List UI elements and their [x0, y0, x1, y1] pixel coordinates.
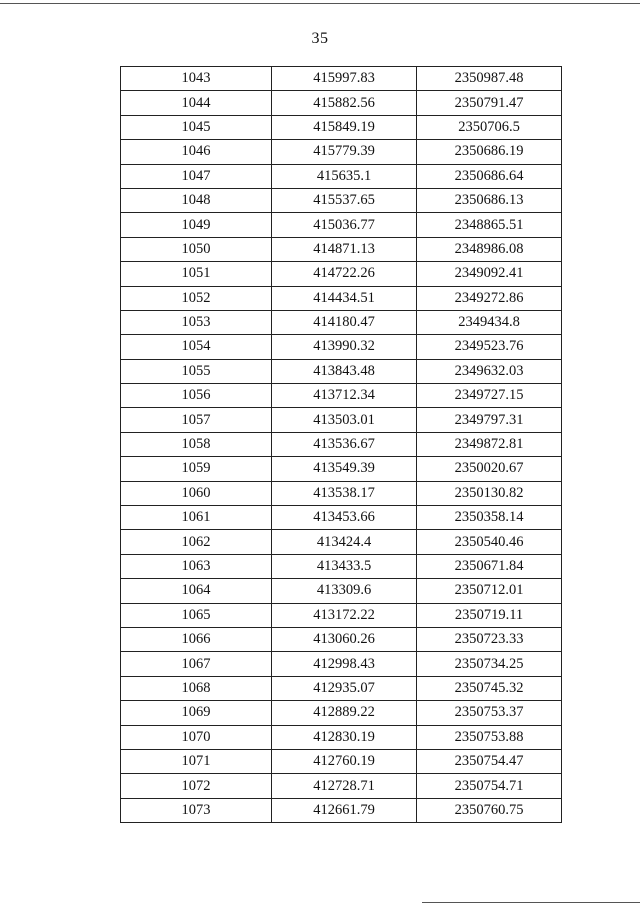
table-row — [121, 91, 562, 115]
y-coordinate-cell: 2349434.8 — [417, 310, 562, 334]
table-row — [121, 554, 562, 578]
point-number-cell: 1049 — [121, 213, 272, 237]
table-row — [121, 774, 562, 798]
table-row — [121, 262, 562, 286]
y-coordinate-cell: 2350754.71 — [417, 774, 562, 798]
y-coordinate-cell: 2350686.13 — [417, 188, 562, 212]
page-number: 35 — [311, 30, 329, 47]
y-coordinate-cell: 2350706.5 — [417, 115, 562, 139]
x-coordinate-cell: 415882.56 — [272, 91, 417, 115]
x-coordinate-cell: 415849.19 — [272, 115, 417, 139]
y-coordinate-cell: 2349727.15 — [417, 384, 562, 408]
table-row — [121, 408, 562, 432]
coordinates-table — [120, 66, 562, 823]
point-number-cell: 1056 — [121, 384, 272, 408]
y-coordinate-cell: 2350753.37 — [417, 701, 562, 725]
y-coordinate-cell: 2350686.19 — [417, 140, 562, 164]
table-row — [121, 237, 562, 261]
y-coordinate-cell: 2349092.41 — [417, 262, 562, 286]
y-coordinate-cell: 2349797.31 — [417, 408, 562, 432]
point-number-cell: 1072 — [121, 774, 272, 798]
x-coordinate-cell: 415036.77 — [272, 213, 417, 237]
table-row — [121, 603, 562, 627]
y-coordinate-cell: 2350760.75 — [417, 798, 562, 822]
x-coordinate-cell: 413712.34 — [272, 384, 417, 408]
point-number-cell: 1065 — [121, 603, 272, 627]
table-row — [121, 164, 562, 188]
point-number-cell: 1059 — [121, 457, 272, 481]
x-coordinate-cell: 413172.22 — [272, 603, 417, 627]
point-number-cell: 1071 — [121, 749, 272, 773]
x-coordinate-cell: 413549.39 — [272, 457, 417, 481]
x-coordinate-cell: 413843.48 — [272, 359, 417, 383]
y-coordinate-cell: 2350020.67 — [417, 457, 562, 481]
x-coordinate-cell: 412935.07 — [272, 676, 417, 700]
point-number-cell: 1073 — [121, 798, 272, 822]
y-coordinate-cell: 2350745.32 — [417, 676, 562, 700]
x-coordinate-cell: 413424.4 — [272, 530, 417, 554]
x-coordinate-cell: 413536.67 — [272, 432, 417, 456]
x-coordinate-cell: 413538.17 — [272, 481, 417, 505]
table-row — [121, 481, 562, 505]
y-coordinate-cell: 2350358.14 — [417, 506, 562, 530]
x-coordinate-cell: 412830.19 — [272, 725, 417, 749]
table-row — [121, 749, 562, 773]
y-coordinate-cell: 2350753.88 — [417, 725, 562, 749]
table-row — [121, 701, 562, 725]
point-number-cell: 1051 — [121, 262, 272, 286]
x-coordinate-cell: 412998.43 — [272, 652, 417, 676]
table-row — [121, 579, 562, 603]
point-number-cell: 1050 — [121, 237, 272, 261]
y-coordinate-cell: 2350671.84 — [417, 554, 562, 578]
x-coordinate-cell: 413453.66 — [272, 506, 417, 530]
table-row — [121, 457, 562, 481]
point-number-cell: 1062 — [121, 530, 272, 554]
x-coordinate-cell: 413503.01 — [272, 408, 417, 432]
point-number-cell: 1048 — [121, 188, 272, 212]
table-row — [121, 286, 562, 310]
table-row — [121, 506, 562, 530]
x-coordinate-cell: 412661.79 — [272, 798, 417, 822]
y-coordinate-cell: 2350754.47 — [417, 749, 562, 773]
point-number-cell: 1058 — [121, 432, 272, 456]
y-coordinate-cell: 2350723.33 — [417, 627, 562, 651]
point-number-cell: 1046 — [121, 140, 272, 164]
x-coordinate-cell: 412728.71 — [272, 774, 417, 798]
table-row — [121, 530, 562, 554]
y-coordinate-cell: 2349872.81 — [417, 432, 562, 456]
point-number-cell: 1044 — [121, 91, 272, 115]
table-row — [121, 188, 562, 212]
point-number-cell: 1055 — [121, 359, 272, 383]
x-coordinate-cell: 414871.13 — [272, 237, 417, 261]
table-row — [121, 676, 562, 700]
table-row — [121, 335, 562, 359]
x-coordinate-cell: 413060.26 — [272, 627, 417, 651]
table-row — [121, 725, 562, 749]
point-number-cell: 1043 — [121, 67, 272, 91]
y-coordinate-cell: 2349632.03 — [417, 359, 562, 383]
y-coordinate-cell: 2348986.08 — [417, 237, 562, 261]
point-number-cell: 1052 — [121, 286, 272, 310]
table-row — [121, 652, 562, 676]
table-row — [121, 627, 562, 651]
x-coordinate-cell: 412760.19 — [272, 749, 417, 773]
y-coordinate-cell: 2350719.11 — [417, 603, 562, 627]
table-row — [121, 310, 562, 334]
point-number-cell: 1060 — [121, 481, 272, 505]
point-number-cell: 1045 — [121, 115, 272, 139]
x-coordinate-cell: 414180.47 — [272, 310, 417, 334]
x-coordinate-cell: 413433.5 — [272, 554, 417, 578]
scan-edge-line-top — [0, 3, 640, 4]
point-number-cell: 1063 — [121, 554, 272, 578]
x-coordinate-cell: 414722.26 — [272, 262, 417, 286]
y-coordinate-cell: 2348865.51 — [417, 213, 562, 237]
x-coordinate-cell: 415997.83 — [272, 67, 417, 91]
point-number-cell: 1067 — [121, 652, 272, 676]
point-number-cell: 1053 — [121, 310, 272, 334]
y-coordinate-cell: 2350987.48 — [417, 67, 562, 91]
y-coordinate-cell: 2350540.46 — [417, 530, 562, 554]
x-coordinate-cell: 413309.6 — [272, 579, 417, 603]
x-coordinate-cell: 415635.1 — [272, 164, 417, 188]
x-coordinate-cell: 415779.39 — [272, 140, 417, 164]
point-number-cell: 1070 — [121, 725, 272, 749]
table-row — [121, 140, 562, 164]
point-number-cell: 1069 — [121, 701, 272, 725]
point-number-cell: 1054 — [121, 335, 272, 359]
y-coordinate-cell: 2350130.82 — [417, 481, 562, 505]
scan-edge-line-bottom — [422, 902, 640, 903]
y-coordinate-cell: 2350734.25 — [417, 652, 562, 676]
table-row — [121, 213, 562, 237]
table-row — [121, 115, 562, 139]
point-number-cell: 1066 — [121, 627, 272, 651]
point-number-cell: 1068 — [121, 676, 272, 700]
x-coordinate-cell: 412889.22 — [272, 701, 417, 725]
y-coordinate-cell: 2350712.01 — [417, 579, 562, 603]
y-coordinate-cell: 2350686.64 — [417, 164, 562, 188]
x-coordinate-cell: 413990.32 — [272, 335, 417, 359]
x-coordinate-cell: 414434.51 — [272, 286, 417, 310]
x-coordinate-cell: 415537.65 — [272, 188, 417, 212]
coordinates-table-body — [121, 67, 562, 823]
table-row — [121, 67, 562, 91]
y-coordinate-cell: 2350791.47 — [417, 91, 562, 115]
point-number-cell: 1061 — [121, 506, 272, 530]
y-coordinate-cell: 2349272.86 — [417, 286, 562, 310]
table-row — [121, 432, 562, 456]
table-row — [121, 359, 562, 383]
point-number-cell: 1057 — [121, 408, 272, 432]
table-row — [121, 798, 562, 822]
point-number-cell: 1047 — [121, 164, 272, 188]
y-coordinate-cell: 2349523.76 — [417, 335, 562, 359]
point-number-cell: 1064 — [121, 579, 272, 603]
table-row — [121, 384, 562, 408]
